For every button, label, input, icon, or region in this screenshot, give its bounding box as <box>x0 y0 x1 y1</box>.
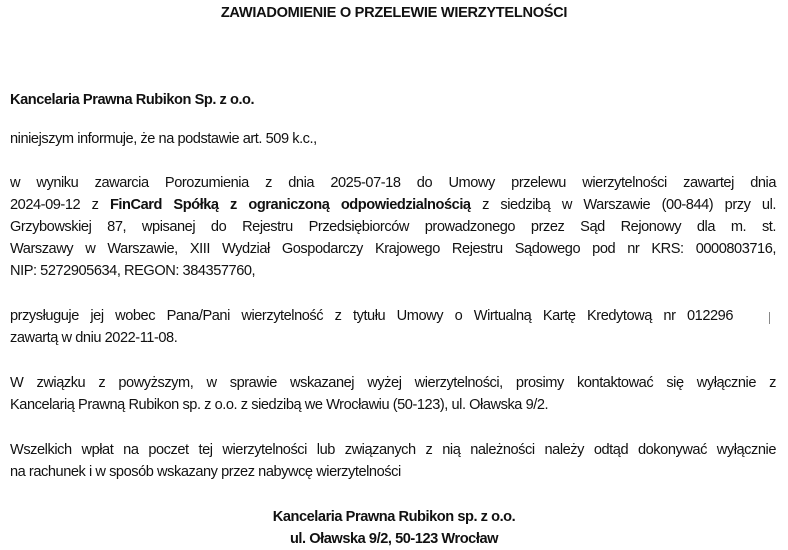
company-name: FinCard Spółką z ograniczoną odpowiedzialnością <box>109 197 471 213</box>
paragraph-line: Kancelarią Prawną Rubikon sp. z o.o. z siedzibą we Wrocławiu (50-123), ul. Oławska 9/2. <box>10 397 549 413</box>
paragraph-line: Wszelkich wpłat na poczet tej wierzytelności lub związanych z nią należności należy odtąd dokonywać wyłącznie <box>10 442 776 458</box>
paragraph-line: W związku z powyższym, w sprawie wskazanej wyżej wierzytelności, prosimy kontaktować się wyłącznie z <box>10 375 776 391</box>
paragraph-line: w wyniku zawarcia Porozumienia z dnia 2025-07-18 do Umowy przelewu wierzytelności zawartej dnia <box>10 175 776 191</box>
paragraph-line: przysługuje jej wobec Pana/Pani wierzytelność z tytułu Umowy o Wirtualną Kartę Kredytową nr 012296 <box>10 308 733 324</box>
margin-mark <box>769 312 770 324</box>
sender-name: Kancelaria Prawna Rubikon Sp. z o.o. <box>10 92 255 108</box>
paragraph-line: NIP: 5272905634, REGON: 384357760, <box>10 263 256 279</box>
paragraph-line <box>10 194 776 216</box>
text-segment: z siedzibą w Warszawie (00-844) przy ul. <box>470 197 776 213</box>
paragraph-line: zawartą w dniu 2022-11-08. <box>10 330 178 346</box>
text-segment: 2024-09-12 z <box>10 197 110 213</box>
paragraph-line: Warszawy w Warszawie, XIII Wydział Gospodarczy Krajowego Rejestru Sądowego pod nr KRS: 0000803716, <box>10 241 776 257</box>
intro-text: niniejszym informuje, że na podstawie art. 509 k.c., <box>10 131 317 147</box>
paragraph-line: Grzybowskiej 87, wpisanej do Rejestru Przedsiębiorców prowadzonego przez Sąd Rejonowy dla m. st. <box>10 219 776 235</box>
signature-address: ul. Oławska 9/2, 50-123 Wrocław <box>289 531 499 547</box>
paragraph-line: na rachunek i w sposób wskazany przez nabywcę wierzytelności <box>10 464 401 480</box>
document-title: ZAWIADOMIENIE O PRZELEWIE WIERZYTELNOŚCI <box>220 5 568 21</box>
signature-name: Kancelaria Prawna Rubikon sp. z o.o. <box>272 509 516 525</box>
